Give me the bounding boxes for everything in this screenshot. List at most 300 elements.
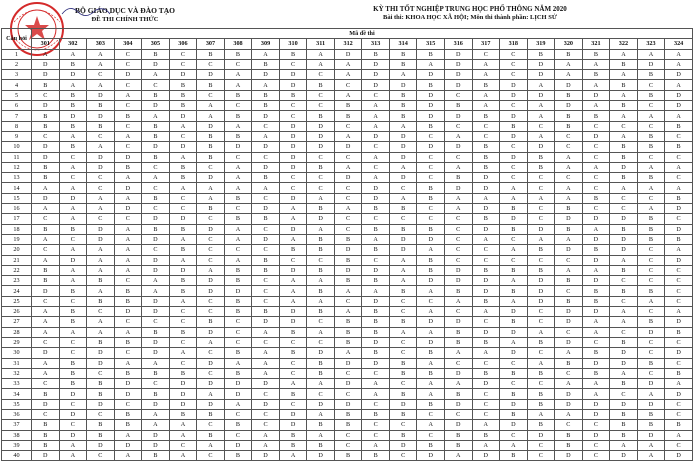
answer-cell: A (279, 204, 307, 214)
answer-cell: A (637, 162, 665, 172)
answer-cell: A (87, 317, 115, 327)
answer-cell: B (472, 111, 500, 121)
answer-cell: A (555, 348, 583, 358)
answer-cell: B (527, 49, 555, 59)
answer-cell: C (610, 389, 638, 399)
answer-cell: D (197, 70, 225, 80)
exam-code: 305 (142, 39, 170, 49)
answer-cell: D (555, 451, 583, 461)
table-row (2, 265, 693, 275)
table-row (2, 101, 693, 111)
answer-cell: D (224, 286, 252, 296)
answer-cell: B (610, 142, 638, 152)
answer-cell: D (307, 121, 335, 131)
answer-cell: C (334, 152, 362, 162)
answer-cell: B (417, 193, 445, 203)
answer-cell: B (252, 90, 280, 100)
answer-cell: B (389, 409, 417, 419)
exam-code-header: Mã đề thi (32, 29, 693, 39)
table-row (2, 379, 693, 389)
answer-cell: C (555, 173, 583, 183)
answer-cell: C (472, 131, 500, 141)
exam-code: 321 (582, 39, 610, 49)
answer-cell: C (307, 337, 335, 347)
answer-cell: A (169, 121, 197, 131)
answer-cell: D (279, 131, 307, 141)
answer-cell: A (224, 162, 252, 172)
answer-cell: D (582, 358, 610, 368)
answer-cell: B (224, 49, 252, 59)
answer-cell: D (417, 276, 445, 286)
answer-cell: A (307, 327, 335, 337)
question-number: 34 (2, 389, 32, 399)
answer-cell: D (444, 111, 472, 121)
answer-cell: C (637, 337, 665, 347)
answer-cell: A (197, 337, 225, 347)
answer-cell: B (527, 399, 555, 409)
answer-cell: D (224, 440, 252, 450)
answer-cell: D (279, 265, 307, 275)
answer-cell: C (142, 245, 170, 255)
answer-cell: D (169, 389, 197, 399)
answer-cell: B (32, 389, 60, 399)
answer-cell: B (637, 90, 665, 100)
answer-cell: D (114, 183, 142, 193)
question-number: 4 (2, 80, 32, 90)
answer-cell: C (665, 173, 693, 183)
answer-cell: B (32, 430, 60, 440)
answer-cell: C (169, 59, 197, 69)
answer-cell: C (582, 183, 610, 193)
answer-cell: D (555, 80, 583, 90)
answer-cell: C (224, 430, 252, 440)
answer-cell: A (142, 286, 170, 296)
answer-cell: D (307, 451, 335, 461)
answer-cell: C (555, 327, 583, 337)
answer-cell: C (637, 276, 665, 286)
answer-cell: B (87, 337, 115, 347)
answer-cell: D (417, 111, 445, 121)
answer-cell: C (362, 162, 390, 172)
question-number: 27 (2, 317, 32, 327)
answer-cell: D (610, 214, 638, 224)
answer-cell: D (114, 379, 142, 389)
answer-cell: C (142, 379, 170, 389)
answer-cell: C (472, 399, 500, 409)
answer-cell: B (472, 152, 500, 162)
answer-cell: D (252, 111, 280, 121)
answer-cell: B (582, 296, 610, 306)
answer-cell: C (197, 368, 225, 378)
answer-cell: B (224, 214, 252, 224)
answer-cell: A (114, 90, 142, 100)
answer-cell: A (472, 90, 500, 100)
answer-cell: A (610, 111, 638, 121)
answer-cell: B (279, 49, 307, 59)
answer-cell: B (582, 111, 610, 121)
answer-cell: D (582, 276, 610, 286)
answer-cell: C (252, 152, 280, 162)
answer-cell: A (32, 255, 60, 265)
question-number: 37 (2, 420, 32, 430)
answer-cell: A (224, 224, 252, 234)
answer-cell: D (252, 204, 280, 214)
exam-code: 302 (59, 39, 87, 49)
answer-cell: D (665, 451, 693, 461)
answer-cell: D (610, 358, 638, 368)
answer-cell: D (279, 142, 307, 152)
question-number: 3 (2, 70, 32, 80)
answer-cell: B (252, 307, 280, 317)
answer-cell: C (637, 307, 665, 317)
answer-cell: D (500, 90, 528, 100)
answer-cell: B (252, 101, 280, 111)
table-row (2, 80, 693, 90)
answer-cell: A (87, 255, 115, 265)
answer-cell: C (279, 337, 307, 347)
table-row (2, 420, 693, 430)
answer-cell: D (582, 234, 610, 244)
answer-cell: C (637, 80, 665, 90)
answer-cell: D (334, 173, 362, 183)
answer-cell: A (87, 80, 115, 90)
answer-cell: A (307, 276, 335, 286)
answer-cell: A (637, 440, 665, 450)
answer-cell: D (637, 430, 665, 440)
exam-code: 311 (307, 39, 335, 49)
answer-cell: B (32, 173, 60, 183)
answer-cell: D (500, 399, 528, 409)
answer-cell: B (637, 173, 665, 183)
answer-cell: D (32, 70, 60, 80)
answer-cell: A (114, 131, 142, 141)
answer-cell: A (307, 379, 335, 389)
answer-cell: B (334, 420, 362, 430)
answer-cell: D (114, 152, 142, 162)
answer-cell: A (224, 399, 252, 409)
answer-cell: C (582, 440, 610, 450)
answer-cell: B (279, 440, 307, 450)
answer-cell: B (389, 368, 417, 378)
answer-cell: D (555, 337, 583, 347)
answer-cell: D (472, 327, 500, 337)
answer-cell: C (334, 183, 362, 193)
answer-cell: D (362, 193, 390, 203)
answer-cell: B (637, 286, 665, 296)
answer-cell: B (555, 296, 583, 306)
answer-cell: C (307, 183, 335, 193)
answer-cell: D (555, 101, 583, 111)
answer-cell: D (114, 307, 142, 317)
answer-cell: B (362, 348, 390, 358)
answer-cell: A (87, 204, 115, 214)
answer-cell: B (224, 348, 252, 358)
answer-cell: C (637, 101, 665, 111)
answer-cell: C (334, 214, 362, 224)
answer-cell: A (114, 430, 142, 440)
answer-cell: C (252, 296, 280, 306)
answer-cell: B (472, 296, 500, 306)
answer-cell: A (197, 440, 225, 450)
answer-cell: C (114, 214, 142, 224)
table-row (2, 307, 693, 317)
answer-cell: D (500, 327, 528, 337)
question-number: 28 (2, 327, 32, 337)
answer-cell: C (197, 296, 225, 306)
answer-cell: A (527, 80, 555, 90)
answer-cell: C (142, 80, 170, 90)
answer-cell: B (417, 80, 445, 90)
answer-cell: B (59, 142, 87, 152)
answer-cell: D (665, 224, 693, 234)
answer-cell: A (582, 265, 610, 275)
answer-cell: A (389, 162, 417, 172)
answer-cell: C (472, 389, 500, 399)
answer-cell: B (582, 70, 610, 80)
answer-cell: D (610, 234, 638, 244)
answer-cell: D (500, 420, 528, 430)
answer-cell: A (582, 379, 610, 389)
answer-cell: A (665, 430, 693, 440)
answer-cell: A (610, 307, 638, 317)
answer-cell: D (555, 317, 583, 327)
answer-cell: B (555, 49, 583, 59)
answer-cell: C (197, 245, 225, 255)
answer-cell: C (334, 224, 362, 234)
answer-cell: A (334, 162, 362, 172)
answer-cell: B (307, 204, 335, 214)
answer-cell: C (114, 317, 142, 327)
answer-cell: C (362, 255, 390, 265)
answer-cell: A (637, 451, 665, 461)
answer-cell: D (142, 440, 170, 450)
exam-code: 317 (472, 39, 500, 49)
answer-cell: D (500, 214, 528, 224)
answer-cell: C (527, 451, 555, 461)
answer-cell: C (307, 90, 335, 100)
answer-cell: A (610, 70, 638, 80)
answer-cell: D (362, 80, 390, 90)
answer-cell: B (472, 142, 500, 152)
question-number: 15 (2, 193, 32, 203)
answer-cell: B (169, 245, 197, 255)
answer-cell: B (637, 358, 665, 368)
answer-cell: B (59, 121, 87, 131)
answer-cell: B (637, 131, 665, 141)
answer-key-table (1, 28, 693, 461)
answer-cell: C (59, 152, 87, 162)
answer-cell: C (637, 152, 665, 162)
answer-cell: C (197, 59, 225, 69)
answer-cell: B (169, 90, 197, 100)
answer-cell: A (582, 389, 610, 399)
answer-cell: C (527, 307, 555, 317)
answer-cell: A (665, 162, 693, 172)
table-row (2, 142, 693, 152)
exam-code: 316 (444, 39, 472, 49)
answer-cell: B (307, 162, 335, 172)
answer-cell: A (555, 193, 583, 203)
answer-cell: C (500, 173, 528, 183)
answer-cell: B (334, 327, 362, 337)
answer-cell: B (444, 286, 472, 296)
answer-cell: B (32, 111, 60, 121)
answer-cell: A (252, 440, 280, 450)
answer-cell: B (87, 276, 115, 286)
answer-cell: C (362, 368, 390, 378)
answer-cell: C (389, 348, 417, 358)
answer-cell: B (224, 131, 252, 141)
answer-cell: B (169, 409, 197, 419)
answer-cell: D (665, 255, 693, 265)
answer-cell: C (114, 142, 142, 152)
answer-cell: A (665, 59, 693, 69)
answer-cell: A (500, 183, 528, 193)
answer-cell: C (32, 245, 60, 255)
answer-cell: C (417, 173, 445, 183)
answer-cell: A (472, 70, 500, 80)
answer-cell: B (142, 121, 170, 131)
answer-cell: A (610, 49, 638, 59)
answer-cell: A (389, 265, 417, 275)
answer-cell: C (444, 152, 472, 162)
answer-cell: C (417, 430, 445, 440)
answer-cell: B (472, 80, 500, 90)
answer-cell: D (279, 193, 307, 203)
answer-cell: B (389, 111, 417, 121)
table-row (2, 214, 693, 224)
answer-cell: B (417, 49, 445, 59)
answer-cell: D (610, 348, 638, 358)
answer-cell: C (582, 142, 610, 152)
answer-cell: A (500, 276, 528, 286)
answer-cell: A (582, 80, 610, 90)
answer-cell: B (417, 224, 445, 234)
exam-code: 319 (527, 39, 555, 49)
exam-code: 320 (555, 39, 583, 49)
answer-cell: A (59, 204, 87, 214)
answer-cell: A (610, 440, 638, 450)
answer-cell: B (197, 409, 225, 419)
answer-cell: D (637, 379, 665, 389)
answer-cell: B (444, 440, 472, 450)
answer-cell: D (555, 399, 583, 409)
table-row (2, 440, 693, 450)
answer-cell: B (59, 101, 87, 111)
table-header-row (2, 29, 693, 39)
answer-cell: D (500, 111, 528, 121)
answer-cell: D (472, 173, 500, 183)
answer-cell: D (472, 451, 500, 461)
answer-cell: B (197, 49, 225, 59)
table-row (2, 430, 693, 440)
answer-cell: A (142, 276, 170, 286)
answer-cell: B (334, 337, 362, 347)
answer-cell: C (389, 307, 417, 317)
answer-cell: D (417, 142, 445, 152)
answer-cell: D (142, 307, 170, 317)
answer-cell: B (610, 101, 638, 111)
answer-cell: C (417, 152, 445, 162)
answer-cell: A (197, 389, 225, 399)
answer-cell: C (114, 399, 142, 409)
answer-cell: B (279, 245, 307, 255)
answer-cell: D (444, 368, 472, 378)
answer-cell: C (417, 214, 445, 224)
answer-cell: B (582, 368, 610, 378)
answer-cell: C (142, 183, 170, 193)
answer-cell: C (665, 265, 693, 275)
answer-cell: C (169, 193, 197, 203)
answer-cell: B (87, 379, 115, 389)
question-number: 2 (2, 59, 32, 69)
answer-cell: C (444, 245, 472, 255)
answer-cell: A (527, 409, 555, 419)
answer-cell: C (224, 59, 252, 69)
exam-code: 323 (637, 39, 665, 49)
answer-cell: B (59, 90, 87, 100)
ministry-name: BỘ GIÁO DỤC VÀ ĐÀO TẠO (75, 6, 175, 15)
answer-cell: A (610, 90, 638, 100)
answer-cell: A (142, 409, 170, 419)
answer-cell: B (197, 131, 225, 141)
answer-cell: C (527, 440, 555, 450)
answer-cell: A (197, 193, 225, 203)
answer-cell: C (169, 204, 197, 214)
table-row (2, 255, 693, 265)
answer-cell: B (417, 440, 445, 450)
answer-cell: A (197, 111, 225, 121)
answer-cell: B (362, 49, 390, 59)
answer-cell: B (389, 430, 417, 440)
answer-cell: D (224, 389, 252, 399)
answer-cell: D (362, 296, 390, 306)
answer-cell: C (362, 90, 390, 100)
answer-cell: D (87, 440, 115, 450)
answer-cell: C (582, 173, 610, 183)
answer-cell: C (500, 255, 528, 265)
answer-cell: B (527, 152, 555, 162)
answer-cell: C (87, 183, 115, 193)
answer-cell: D (59, 70, 87, 80)
answer-cell: A (224, 70, 252, 80)
answer-cell: C (252, 245, 280, 255)
answer-cell: A (362, 234, 390, 244)
answer-cell: A (252, 430, 280, 440)
answer-cell: A (500, 440, 528, 450)
answer-cell: D (582, 399, 610, 409)
answer-cell: A (224, 255, 252, 265)
table-row (2, 183, 693, 193)
answer-cell: A (32, 368, 60, 378)
answer-cell: D (500, 80, 528, 90)
answer-cell: A (610, 183, 638, 193)
answer-cell: B (59, 224, 87, 234)
answer-cell: C (32, 379, 60, 389)
answer-cell: D (637, 59, 665, 69)
answer-cell: A (307, 430, 335, 440)
answer-cell: D (582, 409, 610, 419)
answer-cell: B (224, 451, 252, 461)
answer-cell: B (142, 152, 170, 162)
answer-cell: D (224, 142, 252, 152)
answer-cell: D (665, 70, 693, 80)
answer-cell: A (114, 224, 142, 234)
answer-cell: C (362, 142, 390, 152)
answer-cell: A (59, 131, 87, 141)
answer-cell: A (114, 358, 142, 368)
table-row (2, 111, 693, 121)
